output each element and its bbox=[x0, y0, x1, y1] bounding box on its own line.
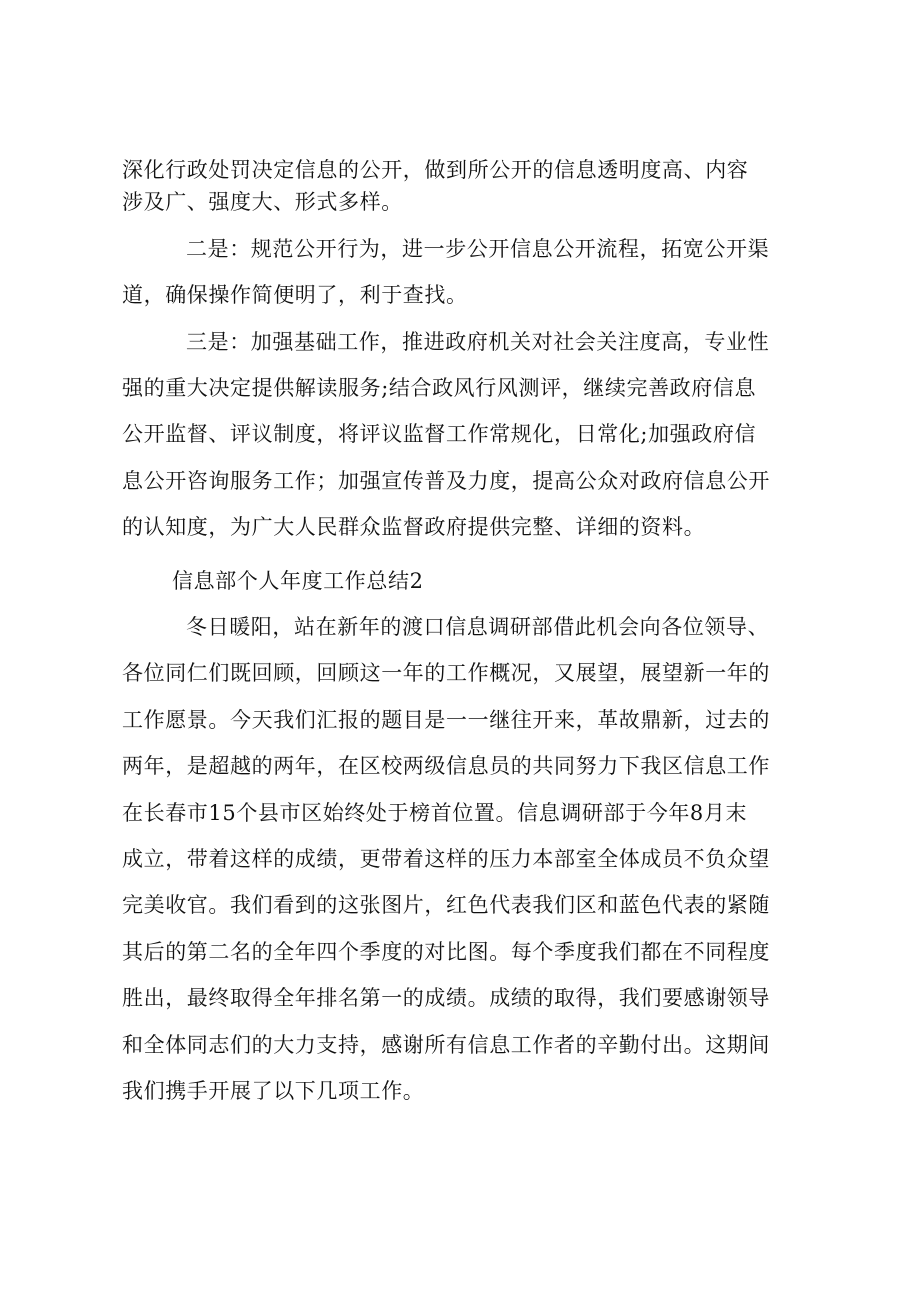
text-line: 成立，带着这样的成绩，更带着这样的压力本部室全体成员不负众望 bbox=[122, 847, 770, 871]
text-line: 其后的第二名的全年四个季度的对比图。每个季度我们都在不同程度 bbox=[122, 940, 770, 964]
text-line: 道，确保操作简便明了，利于查找。 bbox=[122, 283, 468, 307]
text-line: 的认知度，为广大人民群众监督政府提供完整、详细的资料。 bbox=[122, 515, 706, 539]
text-line: 完美收官。我们看到的这张图片，红色代表我们区和蓝色代表的紧随 bbox=[122, 893, 770, 917]
text-line: 涉及广、强度大、形式多样。 bbox=[122, 190, 403, 214]
section-title: 信息部个人年度工作总结2 bbox=[172, 569, 424, 593]
text-line: 各位同仁们既回顾，回顾这一年的工作概况，又展望，展望新一年的 bbox=[122, 661, 770, 685]
text-line: 冬日暖阳，站在新年的渡口信息调研部借此机会向各位领导、 bbox=[186, 615, 770, 639]
text-line: 我们携手开展了以下几项工作。 bbox=[122, 1079, 425, 1103]
text-line: 强的重大决定提供解读服务;结合政风行风测评，继续完善政府信息 bbox=[122, 376, 757, 400]
text-line: 深化行政处罚决定信息的公开，做到所公开的信息透明度高、内容 bbox=[122, 158, 749, 182]
text-line: 息公开咨询服务工作；加强宣传普及力度，提高公众对政府信息公开 bbox=[122, 469, 770, 493]
text-line: 工作愿景。今天我们汇报的题目是一一继往开来，革故鼎新，过去的 bbox=[122, 708, 770, 732]
text-line: 胜出，最终取得全年排名第一的成绩。成绩的取得，我们要感谢领导 bbox=[122, 986, 770, 1010]
text-line: 二是：规范公开行为，进一步公开信息公开流程，拓宽公开渠 bbox=[186, 237, 770, 261]
text-line: 在长春市15个县市区始终处于榜首位置。信息调研部于今年8月末 bbox=[122, 801, 748, 825]
text-line: 三是：加强基础工作，推进政府机关对社会关注度高，专业性 bbox=[186, 330, 770, 354]
text-line: 和全体同志们的大力支持，感谢所有信息工作者的辛勤付出。这期间 bbox=[122, 1033, 770, 1057]
text-line: 公开监督、评议制度，将评议监督工作常规化，日常化;加强政府信 bbox=[122, 422, 757, 446]
text-line: 两年，是超越的两年，在区校两级信息员的共同努力下我区信息工作 bbox=[122, 754, 770, 778]
